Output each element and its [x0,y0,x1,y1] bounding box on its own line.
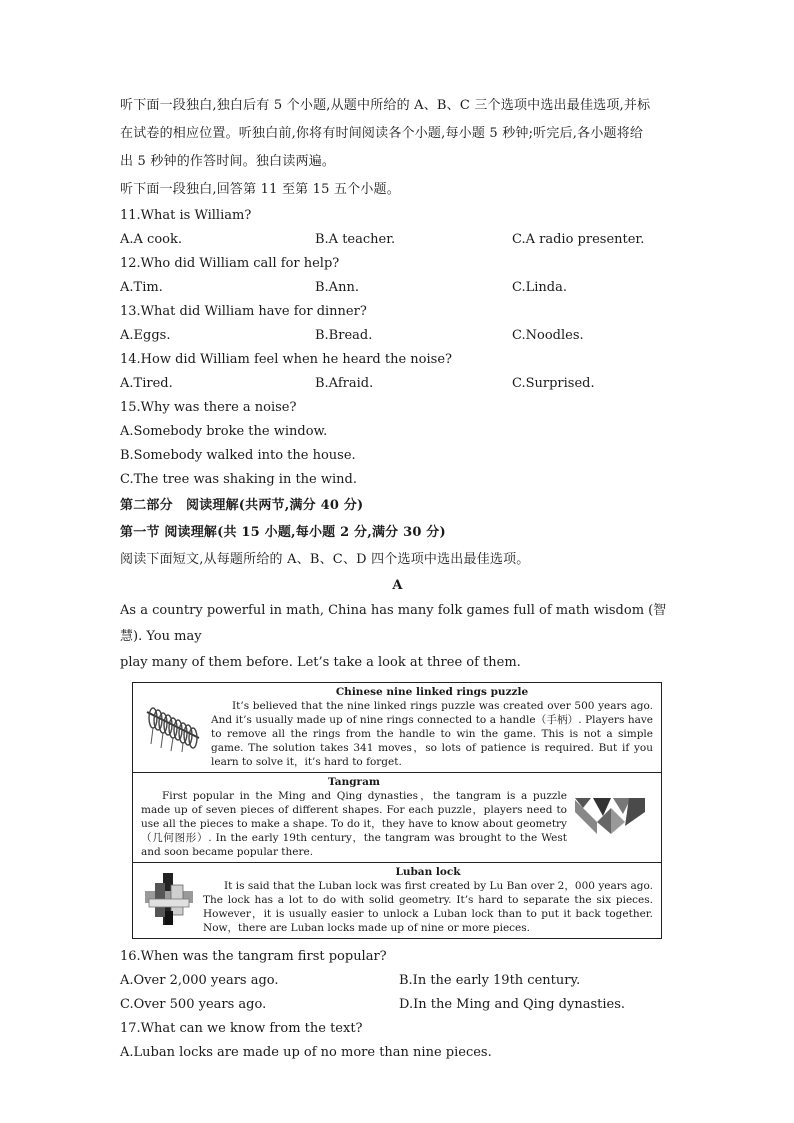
tangram-title: Tangram [327,776,381,788]
question-text: 11.What is William? [120,208,252,223]
question-13 [120,300,675,348]
question-text: 16.When was the tangram first popular? [120,949,387,964]
tangram-text: First popular in the Ming and Qing dynasties，the tangram is a puzzle made up of seven pieces of different shapes. For each puzzle，players need to use all the pieces to make a shape. To do it，they have to know about geometry（几何图形）. In the early 19th century，the tangram was brought to the West and soon became popular there. [141,790,567,858]
linked-rings-icon [141,698,211,757]
rings-cell [133,683,661,773]
option-b[interactable]: B.In the early 19th century. [399,973,581,988]
tangram-icon [567,794,653,841]
option-b[interactable]: B.Ann. [315,280,359,295]
rings-content [211,685,653,769]
instruction-line-3: 出 5 秒钟的作答时间。独白读两遍。 [120,154,336,169]
option-c[interactable]: C.The tree was shaking in the wind. [120,472,357,487]
question-text: 12.Who did William call for help? [120,256,340,271]
options-row [120,372,675,396]
rings-text: It’s believed that the nine linked rings puzzle was created over 500 years ago. And it’s usually made up of nine rings connected to a handle（手柄）. Players have to remove all the rings from the handle to win the game. This is not a simple game. The solution takes 341 moves，so lots of patience is required. But if you learn to solve it，it’s hard to forget. [211,700,653,768]
option-c[interactable]: C.Linda. [512,280,567,295]
option-c[interactable]: C.Over 500 years ago. [120,997,267,1012]
instruction-line-4: 听下面一段独白,回答第 11 至第 15 五个小题。 [120,182,400,197]
instruction-line-2: 在试卷的相应位置。听独白前,你将有时间阅读各个小题,每小题 5 秒钟;听完后,各小题将给 [120,126,644,141]
option-b[interactable]: B.Afraid. [315,376,374,391]
luban-lock-icon [141,871,203,930]
option-a[interactable]: A.Eggs. [120,328,171,343]
exam-page [120,92,675,1065]
question-17 [120,1017,675,1065]
luban-title: Luban lock [395,866,461,878]
option-a[interactable]: A.Luban locks are made up of no more than nine pieces. [120,1045,492,1060]
option-a[interactable]: A.Tired. [120,376,173,391]
question-11 [120,204,675,252]
passage-intro-line-2: play many of them before. Let’s take a look at three of them. [120,655,521,670]
options-row [120,228,675,252]
option-a[interactable]: A.Somebody broke the window. [120,424,328,439]
luban-cell [133,863,661,938]
option-a[interactable]: A.Over 2,000 years ago. [120,973,279,988]
question-text: 15.Why was there a noise? [120,400,297,415]
option-b[interactable]: B.Bread. [315,328,373,343]
option-d[interactable]: D.In the Ming and Qing dynasties. [399,997,626,1012]
question-15 [120,396,675,492]
games-table [132,682,662,939]
passage-intro-line-1: As a country powerful in math, China has many folk games full of math wisdom (智慧). You may [120,603,667,644]
question-text: 14.How did William feel when he heard the noise? [120,352,452,367]
part-two-title: 第二部分 阅读理解(共两节,满分 40 分) [120,498,364,513]
question-text: 13.What did William have for dinner? [120,304,367,319]
rings-title: Chinese nine linked rings puzzle [335,686,529,698]
question-14 [120,348,675,396]
passage-label: A [392,578,403,593]
question-16 [120,945,675,1017]
options-row [120,276,675,300]
option-c[interactable]: C.Surprised. [512,376,595,391]
option-a[interactable]: A.Tim. [120,280,163,295]
luban-content [203,865,653,935]
section-one-title: 第一节 阅读理解(共 15 小题,每小题 2 分,满分 30 分) [120,525,446,540]
luban-text: It is said that the Luban lock was first created by Lu Ban over 2，000 years ago. The lock has a lot to do with solid geometry. It’s hard to separate the six pieces. However，it is usually easier to unlock a Luban lock than to put it back together. Now，there are Luban locks made up of nine or more pieces. [203,880,653,934]
reading-instruction: 阅读下面短文,从每题所给的 A、B、C、D 四个选项中选出最佳选项。 [120,552,530,567]
options-row [120,324,675,348]
instruction-line-1: 听下面一段独白,独白后有 5 个小题,从题中所给的 A、B、C 三个选项中选出最佳选项,并标 [120,98,651,113]
option-c[interactable]: C.A radio presenter. [512,232,645,247]
tangram-cell [133,773,661,863]
question-12 [120,252,675,300]
question-text: 17.What can we know from the text? [120,1021,363,1036]
option-b[interactable]: B.Somebody walked into the house. [120,448,356,463]
tangram-content [141,775,567,859]
option-c[interactable]: C.Noodles. [512,328,584,343]
options-row-1 [120,969,675,993]
option-b[interactable]: B.A teacher. [315,232,396,247]
option-a[interactable]: A.A cook. [120,232,182,247]
options-row-2 [120,993,675,1017]
